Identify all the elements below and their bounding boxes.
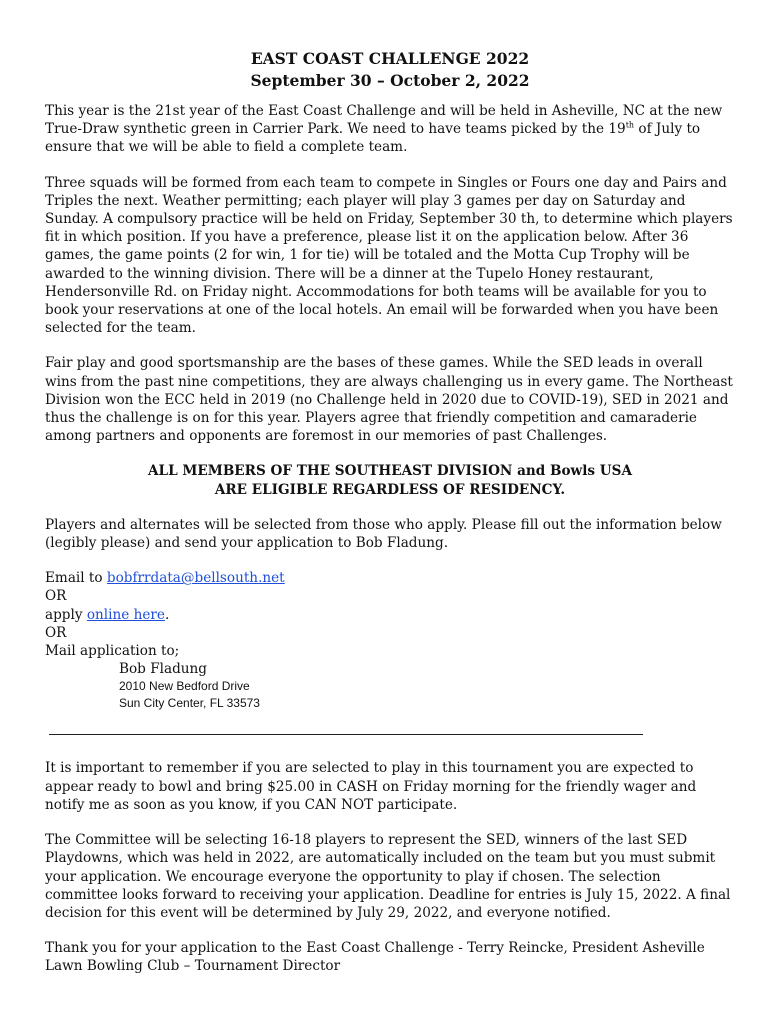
document-page <box>45 48 735 976</box>
mail-city-state-zip: Sun City Center, FL 33573 <box>119 696 260 711</box>
committee-paragraph: The Committee will be selecting 16-18 players to represent the SED, winners of the last SED Playdowns, which was held in 2022, are automatically included on the team but you must submit your application. We encourage everyone the opportunity to play if chosen. The selection committee looks forward to receiving your application. Deadline for entries is July 15, 2022. A final decision for this event will be determined by July 29, 2022, and everyone notified. <box>45 832 731 921</box>
squads-paragraph: Three squads will be formed from each team to compete in Singles or Fours one day and Pairs and Triples the next. Weather permitting; each player will play 3 games per day on Saturday and Sunday. A compulsory practice will be held on Friday, September 30 th, to determine which players fit in which position. If you have a preference, please list it on the application below. After 36 games, the game points (2 for win, 1 for tie) will be totaled and the Motta Cup Trophy will be awarded to the winning division. There will be a dinner at the Tupelo Honey restaurant, Hendersonville Rd. on Friday night. Accommodations for both teams will be available for you to book your reservations at one of the local hotels. An email will be forwarded when you have been selected for the team. <box>45 174 733 337</box>
or-separator-2: OR <box>45 624 67 641</box>
closing-paragraph: Thank you for your application to the East Coast Challenge - Terry Reincke, President Asheville Lawn Bowling Club – Tournament Director <box>45 940 705 975</box>
apply-line <box>45 606 735 624</box>
intro-superscript: th <box>625 120 635 130</box>
intro-paragraph <box>45 102 735 157</box>
email-line <box>45 569 735 587</box>
apply-prefix: apply <box>45 606 87 623</box>
apply-suffix: . <box>164 606 170 623</box>
important-paragraph: It is important to remember if you are selected to play in this tournament you are expected to appear ready to bowl and bring $25.00 in CASH on Friday morning for the friendly wager and notify me as soon as you know, if you CAN NOT participate. <box>45 760 697 813</box>
mail-street-address: 2010 New Bedford Drive <box>119 679 250 694</box>
intro-text-part2: of July to ensure that we will be able to field a complete team. <box>45 121 701 156</box>
mail-label: Mail application to; <box>45 643 180 660</box>
mail-recipient-name: Bob Fladung <box>119 661 207 678</box>
selection-paragraph: Players and alternates will be selected from those who apply. Please fill out the information below (legibly please) and send your application to Bob Fladung. <box>45 516 722 552</box>
fairplay-paragraph: Fair play and good sportsmanship are the bases of these games. While the SED leads in overall wins from the past nine competitions, they are always challenging us in every game. The Northeast Division won the ECC held in 2019 (no Challenge held in 2020 due to COVID-19), SED in 2021 and thus the challenge is on for this year. Players agree that friendly competition and camaraderie among partners and opponents are foremost in our memories of past Challenges. <box>45 355 733 445</box>
apply-online-link[interactable]: online here <box>86 606 165 623</box>
eligibility-line-1: ALL MEMBERS OF THE SOUTHEAST DIVISION and Bowls USA <box>147 463 633 480</box>
email-link[interactable]: bobfrrdata@bellsouth.net <box>106 570 285 587</box>
or-separator-1: OR <box>45 588 67 605</box>
eligibility-line-2: ARE ELIGIBLE REGARDLESS OF RESIDENCY. <box>214 481 566 498</box>
intro-text-part1: This year is the 21st year of the East Coast Challenge and will be held in Asheville, NC at the new True-Draw synthetic green in Carrier Park. We need to have teams picked by the 19 <box>45 103 723 138</box>
event-dates: September 30 – October 2, 2022 <box>250 71 530 90</box>
email-prefix: Email to <box>45 570 107 587</box>
document-title: EAST COAST CHALLENGE 2022 <box>250 49 530 68</box>
